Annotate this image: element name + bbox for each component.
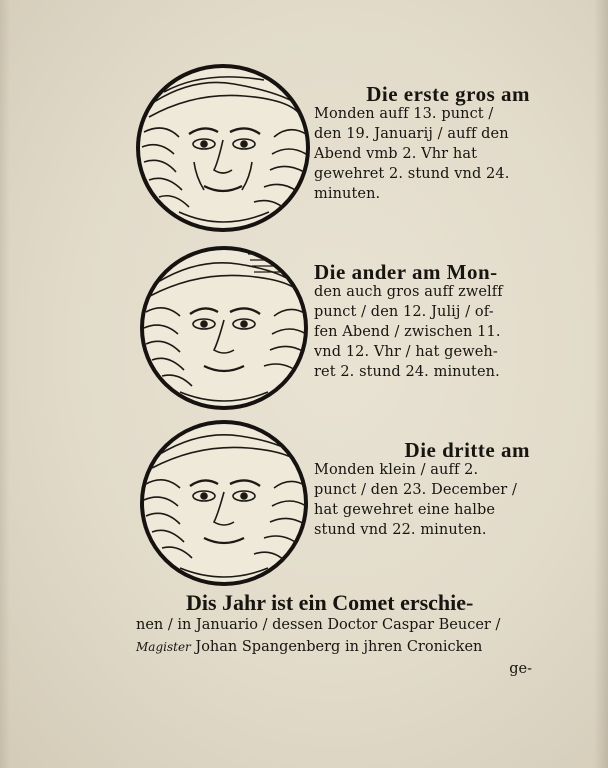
comet-paragraph-line-1: Dis Jahr ist ein Comet erschie- [186,590,474,615]
entry-1-line-1: Die erste gros am [366,82,530,106]
comet-paragraph [136,592,536,680]
comet-paragraph-line-2: nen / in Januario / dessen Doctor Caspar Beucer / [136,617,501,633]
magister-word: Magister [136,640,191,654]
entry-3-line-4: hat gewehret eine halbe [314,502,496,518]
page-edge-right [594,0,608,768]
comet-paragraph-line-3-rest: Johan Spangenberg in jhren Cronicken [190,639,483,655]
moon-woodcut-1 [134,62,312,234]
moon-woodcut-2 [138,244,310,412]
entry-2-line-3: punct / den 12. Julij / of- [314,304,494,320]
moon-woodcut-3 [138,418,310,588]
entry-3-line-1: Die dritte am [404,438,530,462]
entry-3-line-5: stund vnd 22. minuten. [314,522,487,538]
entry-2-line-4: fen Abend / zwischen 11. [314,324,501,340]
entry-1-line-6: minuten. [314,186,381,202]
entry-1 [314,84,530,204]
page-edge-left [0,0,10,768]
entry-2-line-5: vnd 12. Vhr / hat geweh- [314,344,498,360]
entry-2-line-2: den auch gros auff zwelff [314,284,503,300]
entry-3 [314,440,530,540]
entry-1-line-2: Monden auff 13. punct / [314,106,494,122]
comet-paragraph-line-3 [136,636,536,658]
entry-1-line-4: Abend vmb 2. Vhr hat [314,146,478,162]
entry-1-line-3: den 19. Januarij / auff den [314,126,509,142]
entry-2 [314,262,530,382]
entry-2-line-1: Die ander am Mon- [314,260,498,284]
catchword: ge- [509,661,532,677]
entry-2-line-6: ret 2. stund 24. minuten. [314,364,500,380]
entry-3-line-2: Monden klein / auff 2. [314,462,479,478]
entry-3-line-3: punct / den 23. December / [314,482,518,498]
entry-1-line-5: gewehret 2. stund vnd 24. [314,166,510,182]
